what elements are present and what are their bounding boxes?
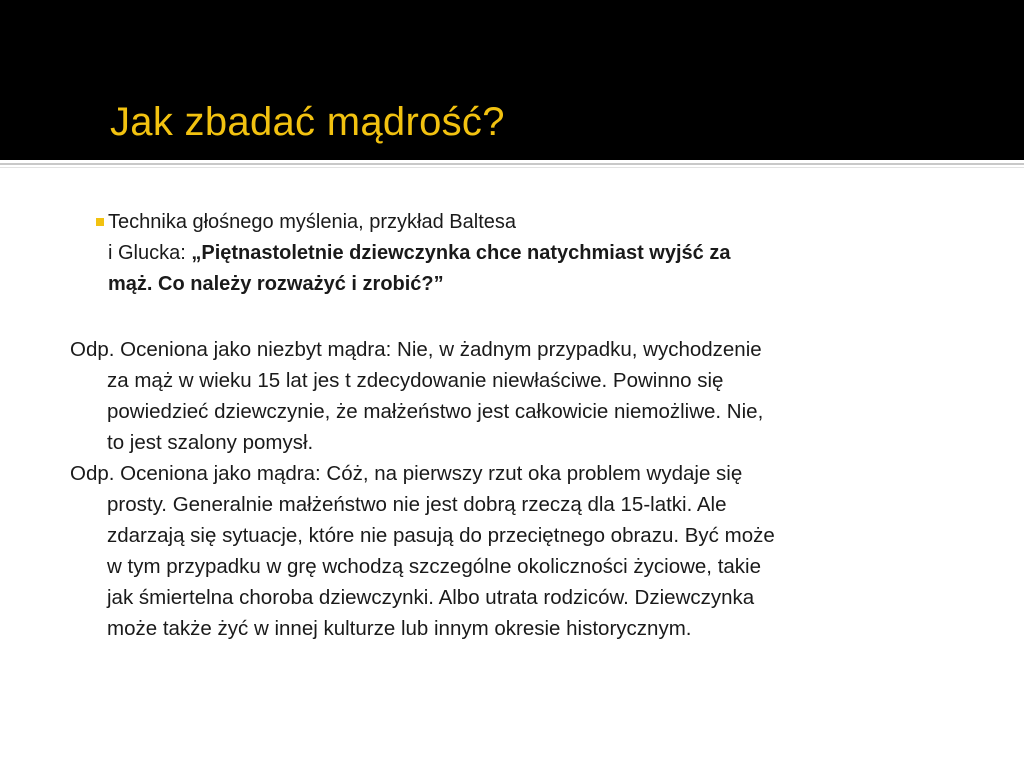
bullet-quote-end: mąż. Co należy rozważyć i zrobić?”: [108, 273, 444, 295]
answer-line: za mąż w wieku 15 lat jes t zdecydowanie niewłaściwe. Powinno się: [107, 369, 724, 392]
bullet-quote-start: „Piętnastoletnie dziewczynka chce natychmiast wyjść za: [191, 242, 731, 264]
title-divider: [0, 163, 1024, 165]
slide-title: Jak zbadać mądrość?: [110, 100, 505, 144]
bullet-item: [96, 207, 956, 300]
bullet-line-1: Technika głośnego myślenia, przykład Baltesa: [108, 211, 516, 233]
answer-line: prosty. Generalnie małżeństwo nie jest dobrą rzeczą dla 15-latki. Ale: [107, 493, 727, 516]
square-bullet-icon: [96, 218, 104, 226]
answer-line: to jest szalony pomysł.: [107, 431, 314, 454]
answer-not-wise: [70, 334, 970, 458]
title-divider-thin: [0, 167, 1024, 168]
answer-wise: [70, 458, 970, 644]
bullet-text: [108, 207, 956, 300]
answer-line: w tym przypadku w grę wchodzą szczególne okoliczności życiowe, takie: [107, 555, 761, 578]
bullet-line-2-prefix: i Glucka:: [108, 242, 192, 264]
answer-line: może także żyć w innej kulturze lub innym okresie historycznym.: [107, 617, 692, 640]
answer-line: powiedzieć dziewczynie, że małżeństwo jest całkowicie niemożliwe. Nie,: [107, 400, 764, 423]
title-bar: [0, 0, 1024, 160]
answer-line: Odp. Oceniona jako mądra: Cóż, na pierwszy rzut oka problem wydaje się: [70, 462, 743, 485]
answer-line: Odp. Oceniona jako niezbyt mądra: Nie, w żadnym przypadku, wychodzenie: [70, 338, 762, 361]
answer-line: zdarzają się sytuacje, które nie pasują do przeciętnego obrazu. Być może: [107, 524, 775, 547]
answer-line: jak śmiertelna choroba dziewczynki. Albo utrata rodziców. Dziewczynka: [107, 586, 755, 609]
